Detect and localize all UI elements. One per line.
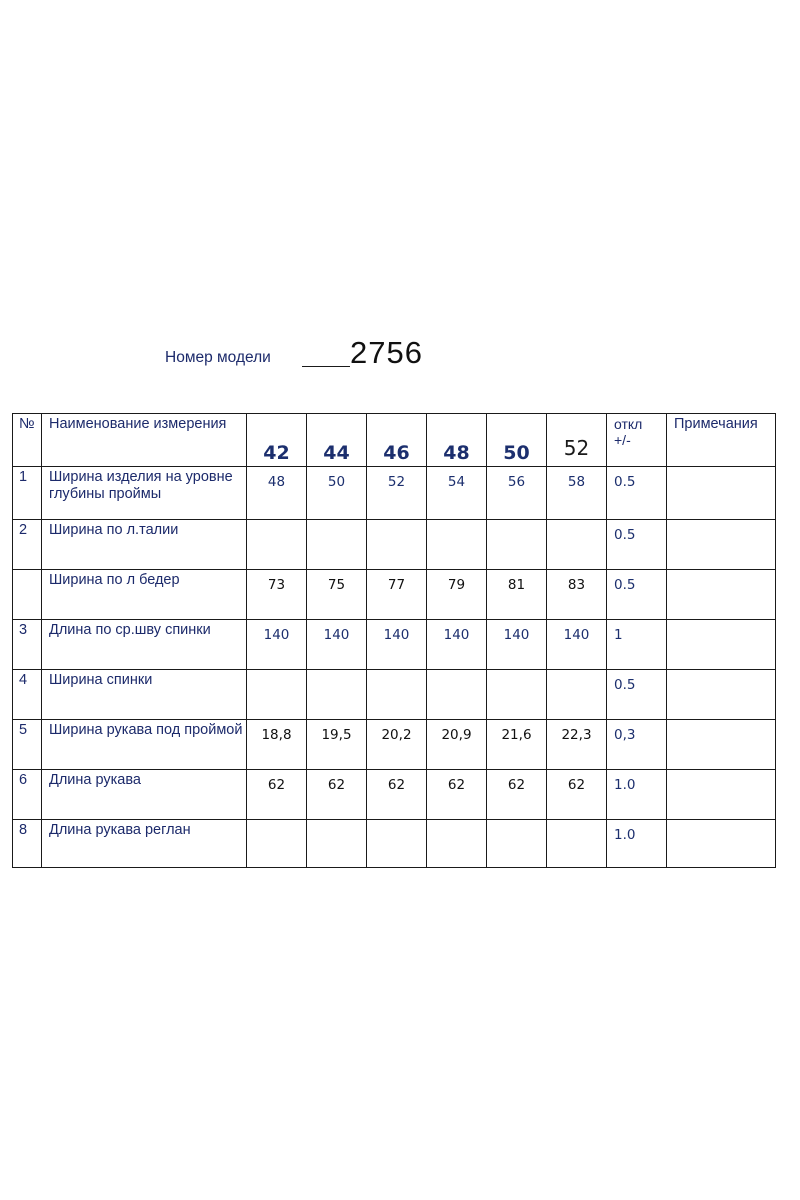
measurement-value-size-46: 20,2	[367, 720, 427, 770]
deviation-value: 0.5	[607, 467, 667, 520]
measurement-value-size-44	[307, 520, 367, 570]
row-number: 6	[13, 770, 42, 820]
deviation-value: 1	[607, 620, 667, 670]
notes-cell	[667, 520, 776, 570]
measurement-value-size-52: 22,3	[547, 720, 607, 770]
measurement-name: Длина рукава реглан	[42, 820, 247, 868]
measurement-value-size-48	[427, 820, 487, 868]
deviation-value: 1.0	[607, 770, 667, 820]
measurement-value-size-48	[427, 670, 487, 720]
measurement-value-size-44: 19,5	[307, 720, 367, 770]
row-number: 2	[13, 520, 42, 570]
notes-cell	[667, 820, 776, 868]
measurement-value-size-52	[547, 670, 607, 720]
header-size-52: 52	[547, 414, 607, 467]
measurement-value-size-42	[247, 520, 307, 570]
deviation-value: 0.5	[607, 520, 667, 570]
measurement-value-size-50: 62	[487, 770, 547, 820]
measurement-value-size-50: 81	[487, 570, 547, 620]
header-deviation: откл +/-	[607, 414, 667, 467]
measurement-name: Ширина рукава под проймой	[42, 720, 247, 770]
measurement-value-size-50	[487, 820, 547, 868]
measurement-table	[12, 413, 776, 868]
header-notes: Примечания	[667, 414, 776, 467]
measurement-value-size-42	[247, 670, 307, 720]
measurement-value-size-46	[367, 520, 427, 570]
measurement-value-size-52	[547, 820, 607, 868]
table-row	[13, 820, 776, 868]
measurement-name: Ширина спинки	[42, 670, 247, 720]
measurement-value-size-42	[247, 820, 307, 868]
measurement-name: Длина рукава	[42, 770, 247, 820]
measurement-value-size-50: 21,6	[487, 720, 547, 770]
measurement-value-size-50: 56	[487, 467, 547, 520]
header-no: №	[13, 414, 42, 467]
measurement-value-size-52	[547, 520, 607, 570]
measurement-value-size-50: 140	[487, 620, 547, 670]
measurement-value-size-44: 75	[307, 570, 367, 620]
measurement-value-size-50	[487, 670, 547, 720]
measurement-name: Длина по ср.шву спинки	[42, 620, 247, 670]
model-number-value: 2756	[350, 335, 423, 370]
row-number: 4	[13, 670, 42, 720]
measurement-value-size-52: 83	[547, 570, 607, 620]
table-row	[13, 720, 776, 770]
table-row	[13, 570, 776, 620]
measurement-value-size-42: 48	[247, 467, 307, 520]
table-row	[13, 670, 776, 720]
measurement-value-size-48: 79	[427, 570, 487, 620]
model-number-block	[165, 335, 565, 375]
notes-cell	[667, 770, 776, 820]
measurement-value-size-48: 20,9	[427, 720, 487, 770]
row-number: 3	[13, 620, 42, 670]
notes-cell	[667, 620, 776, 670]
measurement-value-size-48	[427, 520, 487, 570]
row-number: 1	[13, 467, 42, 520]
notes-cell	[667, 467, 776, 520]
measurement-value-size-46	[367, 670, 427, 720]
measurement-value-size-48: 62	[427, 770, 487, 820]
measurement-value-size-42: 140	[247, 620, 307, 670]
notes-cell	[667, 570, 776, 620]
measurement-value-size-44: 62	[307, 770, 367, 820]
header-name: Наименование измерения	[42, 414, 247, 467]
measurement-value-size-52: 58	[547, 467, 607, 520]
table-row	[13, 520, 776, 570]
measurement-value-size-42: 62	[247, 770, 307, 820]
header-size-42: 42	[247, 414, 307, 467]
measurement-value-size-46: 140	[367, 620, 427, 670]
header-size-46: 46	[367, 414, 427, 467]
measurement-value-size-46: 62	[367, 770, 427, 820]
header-size-50: 50	[487, 414, 547, 467]
measurement-value-size-44	[307, 670, 367, 720]
measurement-name: Ширина по л.талии	[42, 520, 247, 570]
table-header-row	[13, 414, 776, 467]
deviation-value: 1.0	[607, 820, 667, 868]
measurement-value-size-50	[487, 520, 547, 570]
model-number-label: Номер модели	[165, 349, 271, 366]
deviation-value: 0,3	[607, 720, 667, 770]
measurement-value-size-44: 140	[307, 620, 367, 670]
model-number-underline	[302, 366, 350, 367]
notes-cell	[667, 720, 776, 770]
table-row	[13, 467, 776, 520]
deviation-value: 0.5	[607, 670, 667, 720]
row-number: 8	[13, 820, 42, 868]
measurement-value-size-44	[307, 820, 367, 868]
header-size-44: 44	[307, 414, 367, 467]
measurement-value-size-48: 54	[427, 467, 487, 520]
measurement-value-size-46: 52	[367, 467, 427, 520]
measurement-value-size-42: 73	[247, 570, 307, 620]
notes-cell	[667, 670, 776, 720]
row-number	[13, 570, 42, 620]
measurement-value-size-42: 18,8	[247, 720, 307, 770]
row-number: 5	[13, 720, 42, 770]
measurement-value-size-52: 62	[547, 770, 607, 820]
table-row	[13, 770, 776, 820]
measurement-value-size-46	[367, 820, 427, 868]
measurement-name: Ширина по л бедер	[42, 570, 247, 620]
measurement-value-size-52: 140	[547, 620, 607, 670]
measurement-value-size-46: 77	[367, 570, 427, 620]
measurement-value-size-48: 140	[427, 620, 487, 670]
table-row	[13, 620, 776, 670]
header-size-48: 48	[427, 414, 487, 467]
measurement-value-size-44: 50	[307, 467, 367, 520]
measurement-name: Ширина изделия на уровне глубины проймы	[42, 467, 247, 520]
deviation-value: 0.5	[607, 570, 667, 620]
